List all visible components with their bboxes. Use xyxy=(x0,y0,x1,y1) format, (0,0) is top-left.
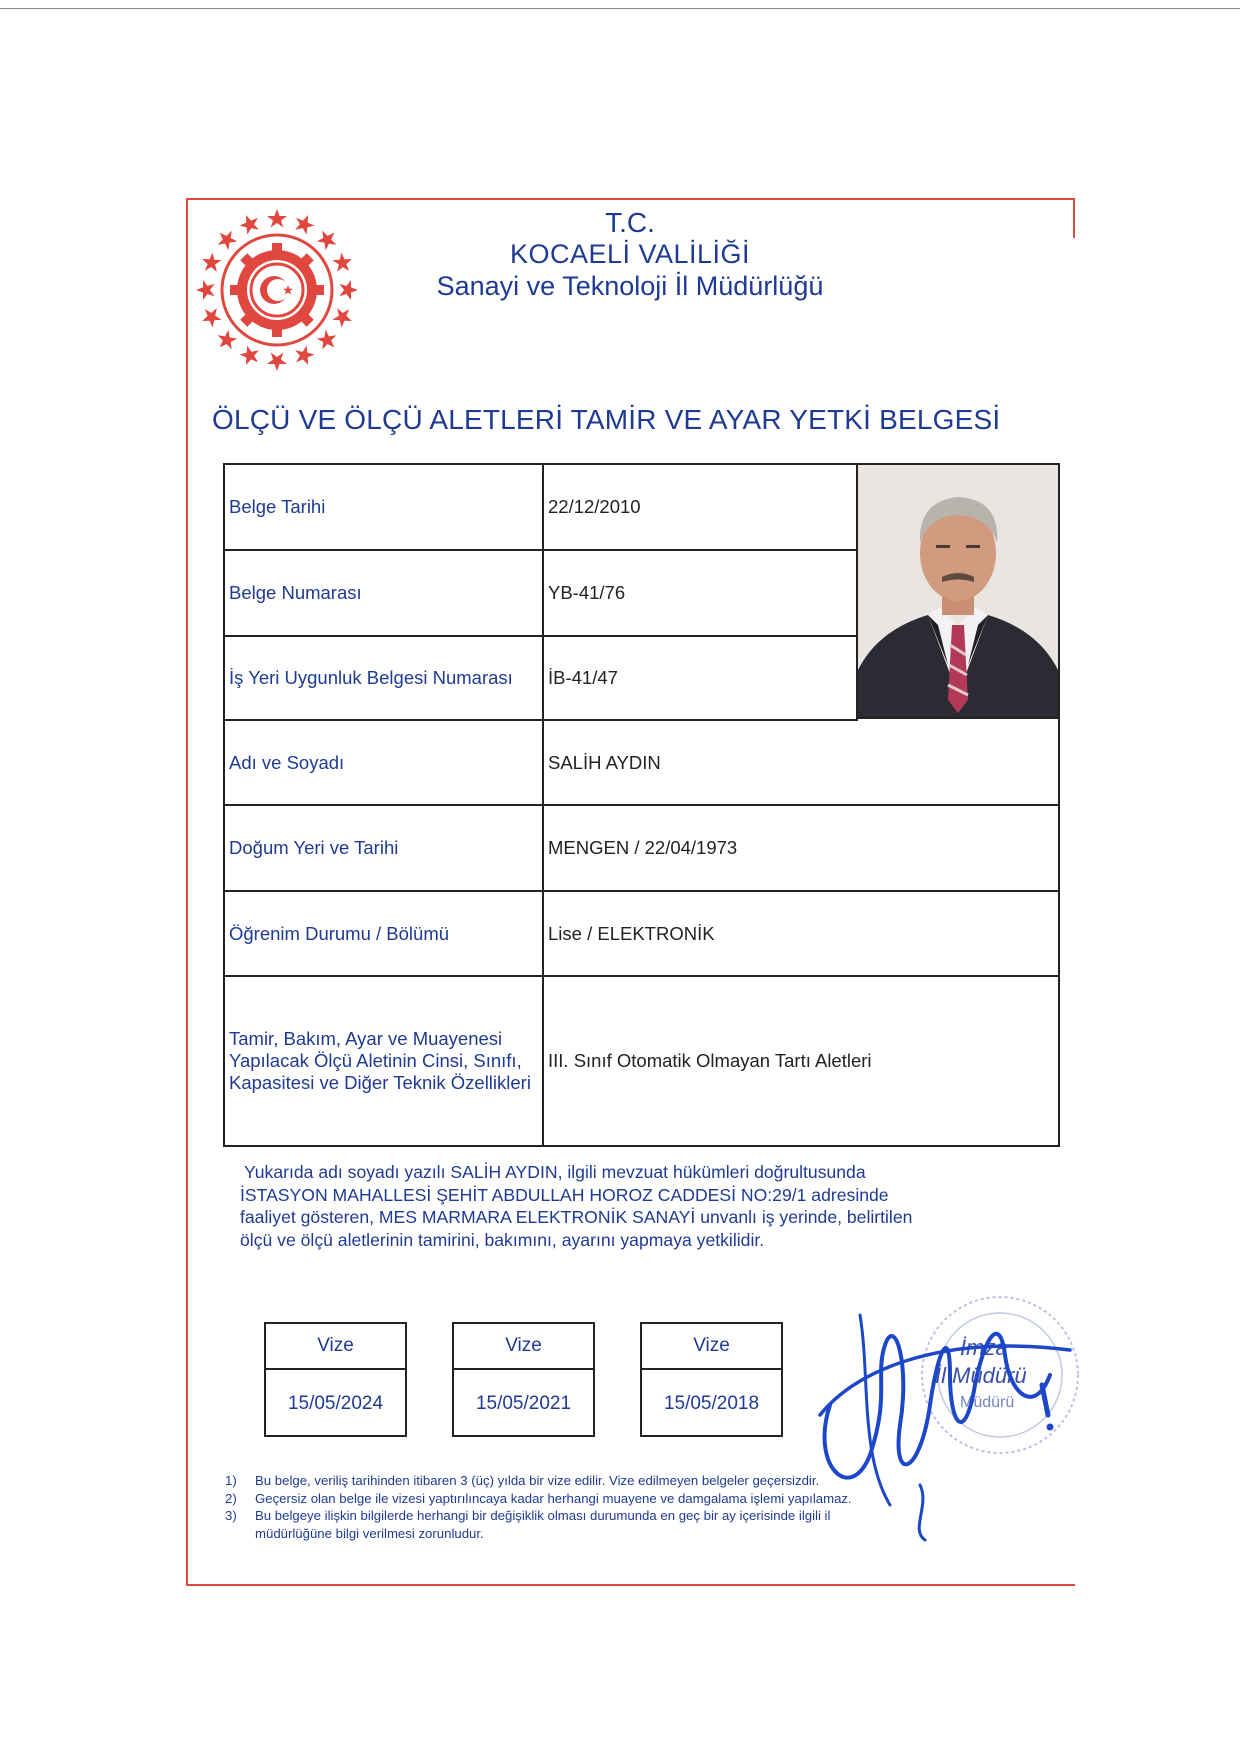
field-value: SALİH AYDIN xyxy=(548,751,661,773)
visa-box xyxy=(452,1322,595,1437)
stamp-signer-line3: Müdürü xyxy=(960,1394,1015,1411)
table-row xyxy=(225,892,1058,977)
footnote-text: Bu belgeye ilişkin bilgilerde herhangi bir değişiklik olması durumunda en geç bir ay içerisinde ilgili il xyxy=(255,1508,831,1523)
holder-photo xyxy=(856,465,1058,719)
header-line-directorate: Sanayi ve Teknoloji İl Müdürlüğü xyxy=(436,270,824,301)
field-label: Belge Tarihi xyxy=(225,465,544,549)
field-label: Adı ve Soyadı xyxy=(225,721,544,804)
footnote-text: Bu belge, veriliş tarihinden itibaren 3 (üç) yılda bir vize edilir. Vize edilmeyen belgeler geçersizdir. xyxy=(255,1473,820,1488)
table-row xyxy=(225,977,1058,1145)
header-line-governorship: KOCAELİ VALİLİĞİ xyxy=(509,239,751,270)
visa-box xyxy=(264,1322,407,1437)
stamp-signer-line1: İmza xyxy=(960,1335,1008,1360)
visa-box xyxy=(640,1322,783,1437)
statement-line: ölçü ve ölçü aletlerinin tamirini, bakımını, ayarını yapmaya yetkilidir. xyxy=(240,1229,765,1250)
visa-label: Vize xyxy=(642,1324,781,1370)
visa-label: Vize xyxy=(266,1324,405,1370)
statement-line: faaliyet gösteren, MES MARMARA ELEKTRONİK SANAYİ unvanlı iş yerinde, belirtilen xyxy=(240,1207,913,1227)
certificate-frame-right-stub xyxy=(1073,198,1075,238)
field-value: MENGEN / 22/04/1973 xyxy=(548,837,738,858)
field-label: Öğrenim Durumu / Bölümü xyxy=(225,892,544,975)
issuing-authority-header xyxy=(360,206,900,303)
field-value: Lise / ELEKTRONİK xyxy=(548,922,715,944)
scan-edge-line xyxy=(0,8,1240,9)
field-label: Tamir, Bakım, Ayar ve Muayenesi Yapılacak Ölçü Aletinin Cinsi, Sınıfı, Kapasitesi ve Diğer Teknik Özellikleri xyxy=(225,977,544,1145)
footnote-text: müdürlüğüne bilgi verilmesi zorunludur. xyxy=(255,1525,484,1541)
field-value: III. Sınıf Otomatik Olmayan Tartı Aletleri xyxy=(548,1050,872,1071)
portrait-image xyxy=(858,465,1058,717)
visa-date: 15/05/2021 xyxy=(475,1392,572,1414)
authorization-statement xyxy=(240,1161,1040,1251)
field-value: 22/12/2010 xyxy=(548,496,641,517)
table-row xyxy=(225,806,1058,892)
table-row xyxy=(225,465,858,551)
table-row xyxy=(225,721,1058,806)
certificate-info-table xyxy=(223,463,1060,1147)
stamp-signer-line2: İl Müdürü xyxy=(935,1363,1027,1388)
footnote-number: 1) xyxy=(225,1473,237,1488)
footnote-number xyxy=(225,1525,255,1543)
table-row xyxy=(225,637,858,721)
field-label: İş Yeri Uygunluk Belgesi Numarası xyxy=(225,637,544,719)
footnote-text: Geçersiz olan belge ile vizesi yaptırılıncaya kadar herhangi muayene ve damgalama işlemi yapılamaz. xyxy=(255,1490,852,1506)
field-value: İB-41/47 xyxy=(548,667,618,688)
field-label: Doğum Yeri ve Tarihi xyxy=(225,806,544,890)
field-value: YB-41/76 xyxy=(548,582,626,603)
footnote-number: 2) xyxy=(225,1490,237,1506)
statement-line: Yukarıda adı soyadı yazılı SALİH AYDIN, ilgili mevzuat hükümleri doğrultusunda xyxy=(244,1162,866,1182)
visa-date: 15/05/2018 xyxy=(663,1392,760,1414)
ministry-emblem-icon xyxy=(192,205,362,375)
visa-label: Vize xyxy=(454,1324,593,1370)
table-row xyxy=(225,551,858,637)
header-line-tc: T.C. xyxy=(605,207,655,238)
footnote-number: 3) xyxy=(225,1508,237,1523)
visa-date: 15/05/2024 xyxy=(287,1392,384,1414)
statement-line: İSTASYON MAHALLESİ ŞEHİT ABDULLAH HOROZ CADDESİ NO:29/1 adresinde xyxy=(240,1184,889,1205)
field-label: Belge Numarası xyxy=(225,551,544,635)
official-stamp-and-signature xyxy=(800,1255,1090,1555)
document-title: ÖLÇÜ VE ÖLÇÜ ALETLERİ TAMİR VE AYAR YETKİ BELGESİ xyxy=(212,404,1001,435)
